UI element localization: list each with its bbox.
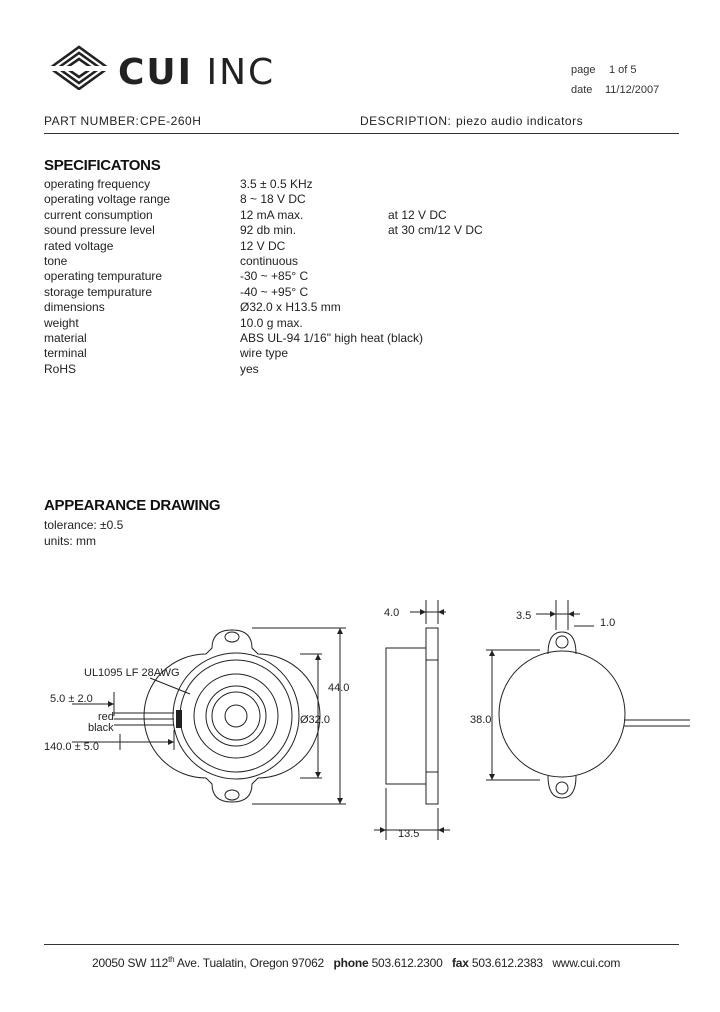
spec-value: continuous <box>240 254 299 268</box>
lead-length-label: 140.0 ± 5.0 <box>44 741 99 753</box>
footer-address-rest: Ave. Tualatin, Oregon 97062 <box>174 956 325 970</box>
spec-name: operating voltage range <box>44 192 171 207</box>
back-view <box>486 600 690 798</box>
date-label: date <box>571 84 593 96</box>
spec-name: sound pressure level <box>44 223 155 238</box>
spec-name: storage tempurature <box>44 284 153 299</box>
spec-name: dimensions <box>44 300 105 315</box>
spec-value: 10.0 g max. <box>240 315 303 330</box>
hole-diameter-label: 1.0 <box>600 617 616 629</box>
spec-condition: at 30 cm/12 V DC <box>388 223 483 238</box>
units-note: units: mm <box>44 534 97 548</box>
drawing-title: APPEARANCE DRAWING <box>44 497 221 514</box>
spec-name: operating tempurature <box>44 269 163 284</box>
footer-website[interactable]: www.cui.com <box>552 956 621 970</box>
spec-value: Ø32.0 x H13.5 mm <box>240 300 341 315</box>
description-value: piezo audio indicators <box>456 114 584 128</box>
footer-phone-label: phone <box>333 956 369 970</box>
footer-fax-label: fax <box>452 956 469 970</box>
spec-value: 92 db min. <box>240 223 297 238</box>
spec-name: rated voltage <box>44 238 114 253</box>
page-label: page <box>571 64 596 76</box>
diameter-label: Ø32.0 <box>300 714 330 726</box>
description-label: DESCRIPTION: <box>360 114 452 128</box>
flange-label: 4.0 <box>384 607 400 619</box>
cui-logo-icon <box>46 44 116 90</box>
spec-value: ABS UL-94 1/16" high heat (black) <box>240 331 424 345</box>
spec-value: yes <box>240 361 259 376</box>
company-name-bold: CUI <box>118 52 194 93</box>
total-height-label: 44.0 <box>328 682 350 694</box>
footer-address-sup: th <box>168 955 175 964</box>
company-name <box>118 52 275 93</box>
black-wire-label: black <box>88 722 114 734</box>
footer-divider <box>44 944 679 945</box>
footer-phone: 503.612.2300 <box>371 956 443 970</box>
back-height-label: 38.0 <box>470 714 492 726</box>
spec-name: terminal <box>44 346 87 361</box>
footer-address: 20050 SW 112 <box>92 956 169 970</box>
spec-value: 12 V DC <box>240 238 286 253</box>
spec-value: wire type <box>240 346 289 361</box>
footer-fax: 503.612.2383 <box>471 956 543 970</box>
strip-length-label: 5.0 ± 2.0 <box>50 693 93 705</box>
footer-contact <box>92 955 620 970</box>
red-wire-label: red <box>98 711 114 723</box>
spec-value: 3.5 ± 0.5 KHz <box>240 177 313 191</box>
spec-name: RoHS <box>44 361 77 376</box>
spec-name: weight <box>44 315 79 330</box>
spec-value: 12 mA max. <box>240 207 304 222</box>
company-logo <box>46 44 116 90</box>
tolerance-note: tolerance: ±0.5 <box>44 518 124 532</box>
spec-name: operating frequency <box>44 177 151 191</box>
spec-name: current consumption <box>44 207 153 222</box>
date-value: 11/12/2007 <box>605 84 660 96</box>
part-number-label: PART NUMBER: <box>44 114 140 128</box>
hole-offset-label: 3.5 <box>516 610 532 622</box>
spec-name: tone <box>44 254 68 268</box>
depth-label: 13.5 <box>398 828 420 840</box>
specifications-title: SPECIFICATONS <box>44 157 161 174</box>
company-name-rest: INC <box>206 52 276 93</box>
spec-value: -40 ~ +95° C <box>240 284 309 299</box>
spec-value: 8 ~ 18 V DC <box>240 192 306 207</box>
wire-label: UL1095 LF 28AWG <box>84 667 180 679</box>
page-number: 1 of 5 <box>609 64 637 76</box>
spec-condition: at 12 V DC <box>388 207 447 222</box>
header-divider <box>44 133 679 134</box>
spec-name: material <box>44 331 87 345</box>
side-view <box>374 600 450 840</box>
spec-value: -30 ~ +85° C <box>240 269 309 284</box>
part-number-value: CPE-260H <box>140 114 202 128</box>
